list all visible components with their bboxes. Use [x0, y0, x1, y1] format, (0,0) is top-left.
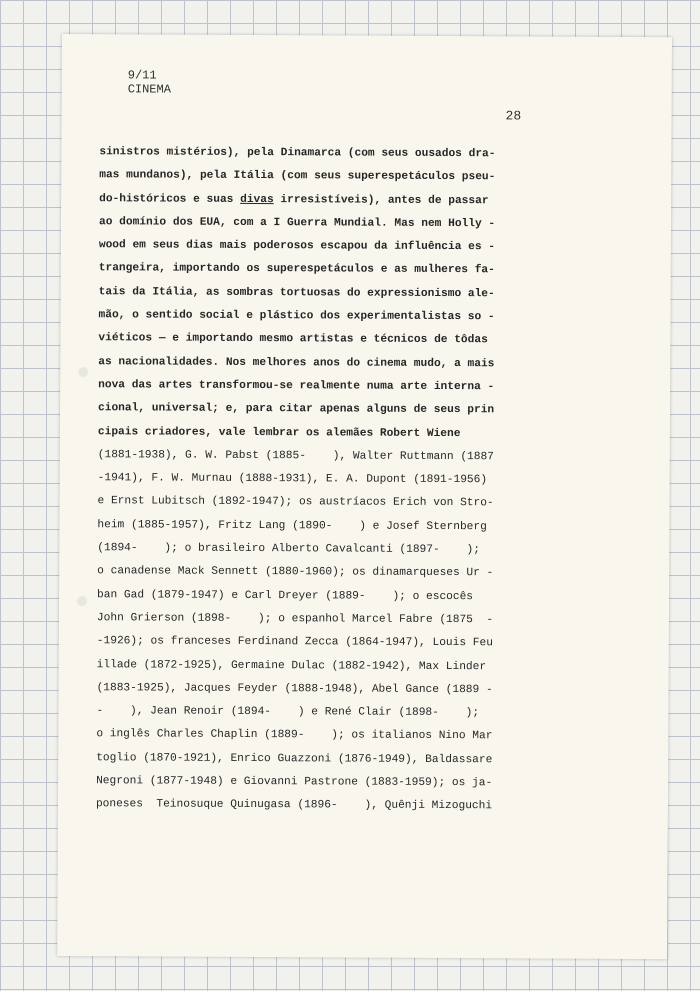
text-line: mão, o sentido social e plástico dos experimentalistas so - [98, 309, 495, 324]
text-segment: do-históricos e suas [99, 192, 241, 206]
punch-hole [77, 596, 87, 606]
text-line: ao domínio dos EUA, com a I Guerra Mundial. Mas nem Holly - [98, 216, 496, 231]
text-line: wood em seus dias mais poderosos escapou da influência es - [98, 239, 496, 254]
text-line: illade (1872-1925), Germaine Dulac (1882-1942), Max Linder [96, 658, 487, 673]
text-line: -1941), F. W. Murnau (1888-1931), E. A. Dupont (1891-1956) [97, 472, 488, 487]
header-label: 9/11 [127, 68, 157, 83]
text-line: cipais criadores, vale lembrar os alemães Robert Wiene [97, 425, 461, 440]
text-line: as nacionalidades. Nos melhores anos do cinema mudo, a mais [98, 355, 495, 370]
text-line: tais da Itália, as sombras tortuosas do expressionismo ale- [98, 285, 495, 301]
text-line: ban Gad (1879-1947) e Carl Dreyer (1889- ); o escocês [97, 588, 474, 603]
text-line: e Ernst Lubitsch (1892-1947); os austríacos Erich von Stro- [97, 495, 494, 510]
text-line: (1894- ); o brasileiro Alberto Cavalcanti (1897- ); [97, 542, 481, 557]
text-line: poneses Teinosuque Quinugasa (1896- ), Quênji Mizoguchi [95, 798, 493, 813]
text-line: -1926); os franceses Ferdinand Zecca (1864-1947), Louis Feu [96, 635, 493, 650]
body-text [96, 141, 540, 819]
text-line [99, 188, 539, 214]
text-line: viéticos — e importando mesmo artistas e técnicos de tôdas [98, 332, 488, 347]
text-line: John Grierson (1898- ); o espanhol Marcel Fabre (1875 - [96, 612, 494, 627]
text-line: toglio (1870-1921), Enrico Guazzoni (1876-1949), Baldassare [96, 751, 493, 766]
text-line: (1883-1925), Jacques Feyder (1888-1948), Abel Gance (1889 - [96, 682, 493, 697]
page-number: 28 [505, 108, 522, 124]
text-segment: irresistíveis), antes de passar [273, 193, 489, 207]
text-line: o inglês Charles Chaplin (1889- ); os italianos Nino Mar [96, 728, 493, 743]
text-line: trangeira, importando os superespetáculos e as mulheres fa- [98, 262, 495, 277]
text-line: Negroni (1877-1948) e Giovanni Pastrone (1883-1959); os ja- [96, 775, 493, 790]
text-line: cional, universal; e, para citar apenas alguns de seus prin [98, 402, 495, 417]
page-header [128, 68, 171, 96]
underlined-word: divas [240, 193, 274, 206]
text-line: sinistros mistérios), pela Dinamarca (com seus ousados dra- [99, 146, 496, 161]
text-line: (1881-1938), G. W. Pabst (1885- ), Walter Ruttmann (1887 [97, 449, 494, 464]
punch-hole [78, 367, 88, 377]
typed-page [57, 34, 672, 959]
text-line: mas mundanos), pela Itália (com seus superespetáculos pseu- [99, 169, 496, 184]
text-line: heim (1885-1957), Fritz Lang (1890- ) e Josef Sternberg [97, 518, 487, 533]
text-line: nova das artes transformou-se realmente numa arte interna - [98, 379, 495, 394]
text-line: o canadense Mack Sennett (1880-1960); os dinamarqueses Ur - [97, 565, 494, 580]
header-section: CINEMA [127, 82, 171, 97]
text-line: - ), Jean Renoir (1894- ) e René Clair (1898- ); [96, 705, 480, 720]
